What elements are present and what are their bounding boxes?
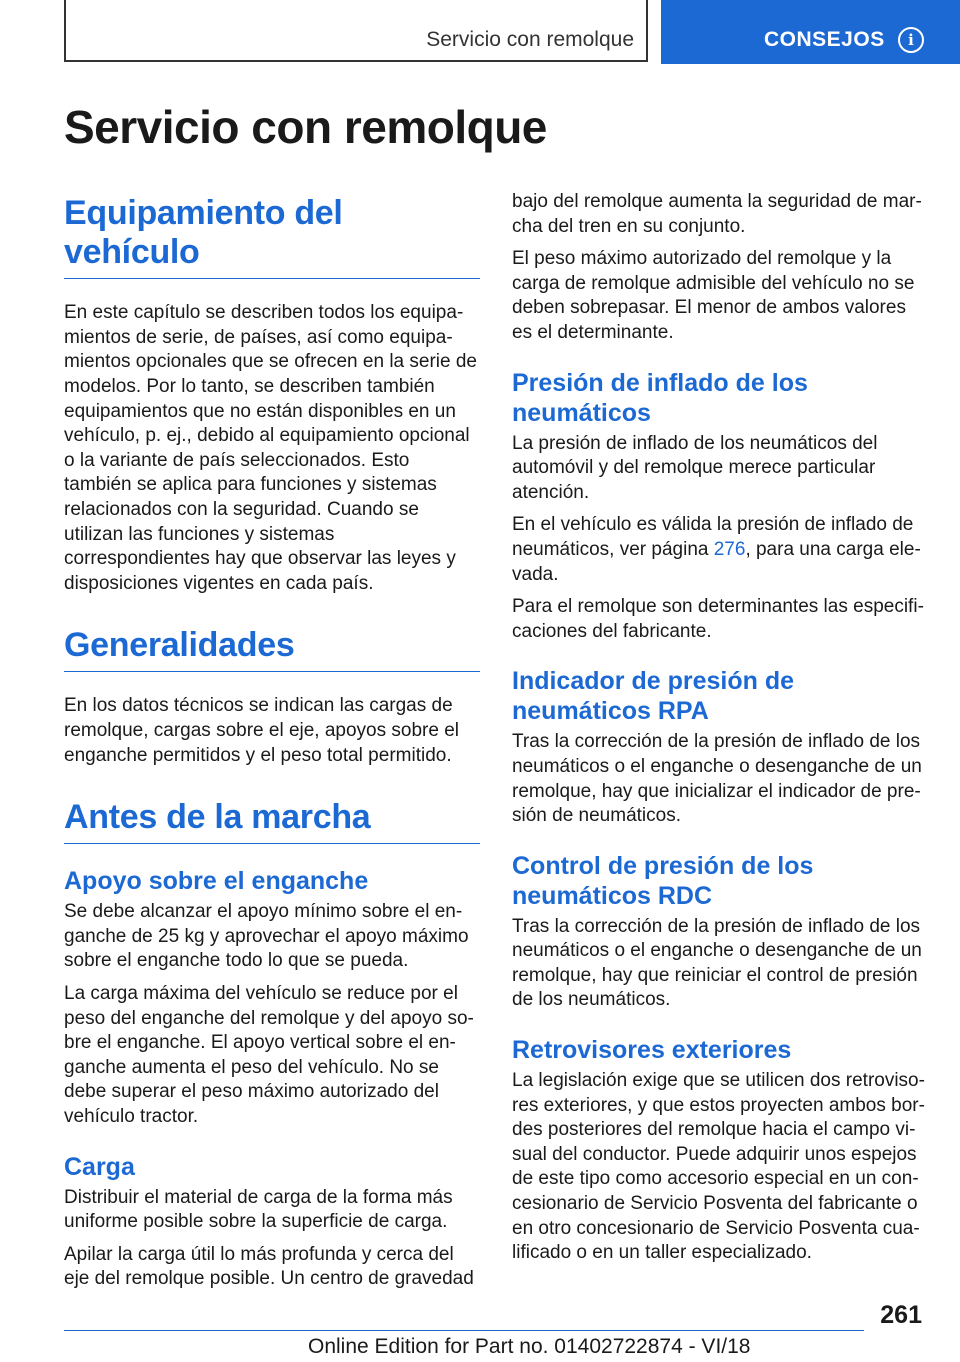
paragraph-presion-2 — [512, 513, 926, 587]
heading-antes-de-la-marcha: Antes de la marcha — [64, 798, 480, 844]
paragraph-continuation-2: El peso máximo autorizado del remolque y la carga de remolque admisible del vehículo no se deben sobrepasar. El menor de ambos valores es el determinante. — [512, 248, 915, 343]
header-section-title: Servicio con remolque — [426, 28, 634, 51]
footer-divider — [64, 1330, 864, 1331]
left-column — [64, 178, 480, 1300]
paragraph-rpa: Tras la corrección de la presión de inflado de los neumáticos o el enganche o desenganche de un remolque, hay que inicializar el indicador de presión de neumáticos. — [512, 731, 922, 827]
paragraph-presion-2-text-a: En el vehículo es válida la presión de inflado de neumáticos, ver página — [512, 514, 914, 560]
paragraph-carga-1: Distribuir el material de carga de la forma más uniforme posible sobre la superficie de carga. — [64, 1186, 453, 1233]
paragraph-presion-2-text-b: , para una carga elevada. — [512, 538, 921, 585]
paragraph-carga-2: Apilar la carga útil lo más profunda y cerca del eje del remolque posible. Un centro de gravedad — [64, 1243, 474, 1290]
paragraph-rdc: Tras la corrección de la presión de inflado de los neumáticos o el enganche o desenganche de un remolque, hay que reiniciar el control de presión de los neumáticos. — [512, 915, 922, 1011]
subheading-carga: Carga — [64, 1152, 135, 1181]
page-276-link[interactable]: 276 — [713, 538, 746, 560]
heading-equipamiento: Equipamiento del vehículo — [64, 194, 480, 279]
subheading-rdc: Control de presión de los neumáticos RDC — [512, 851, 814, 910]
page-title: Servicio con remolque — [64, 101, 547, 153]
paragraph-presion-1: La presión de inflado de los neumáticos del automóvil y del remolque merece particular atención. — [512, 432, 878, 503]
header-tab-label: CONSEJOS — [764, 28, 885, 51]
header-section-box — [64, 0, 648, 62]
subheading-rpa: Indicador de presión de neumáticos RPA — [512, 667, 794, 726]
info-icon[interactable]: i — [898, 27, 924, 53]
subheading-apoyo: Apoyo sobre el enganche — [64, 867, 369, 896]
subheading-retrovisores: Retrovisores exteriores — [512, 1036, 792, 1065]
paragraph-apoyo-1: Se debe alcanzar el apoyo mínimo sobre el enganche de 25 kg y aprovechar el apoyo máximo sobre el enganche todo lo que se pueda. — [64, 901, 469, 972]
heading-generalidades: Generalidades — [64, 626, 480, 672]
subheading-presion-inflado: Presión de inflado de los neumáticos — [512, 368, 808, 427]
paragraph-continuation-1: bajo del remolque aumenta la seguridad de marcha del tren en su conjunto. — [512, 191, 922, 237]
footer-edition: Online Edition for Part no. 01402722874 - VI/18 — [308, 1335, 751, 1358]
paragraph-equipamiento: En este capítulo se describen todos los equipamientos de serie, de países, así como equipamientos opcionales que se ofrecen en la serie de modelos. Por lo tanto, se describen también equipamientos que no están disponibles en un vehículo, p. ej., debido al equipamiento opcional o la variante de país seleccionados. Esto también se aplica para funciones y sistemas relacionados con la seguridad. Cuando se utilizan las funciones y sistemas correspondientes hay que observar las leyes y disposiciones vigentes en cada país. — [64, 302, 477, 594]
paragraph-apoyo-2: La carga máxima del vehículo se reduce por el peso del enganche del remolque y del apoyo sobre el enganche. El apoyo vertical sobre el enganche aumenta el peso del vehículo. No se debe superar el peso máximo autorizado del vehículo tractor. — [64, 983, 474, 1128]
right-column — [512, 190, 926, 1274]
paragraph-generalidades: En los datos técnicos se indican las cargas de remolque, cargas sobre el eje, apoyos sobre el enganche permitidos y el peso total permitido. — [64, 695, 460, 766]
paragraph-presion-3: Para el remolque son determinantes las especificaciones del fabricante. — [512, 596, 924, 642]
paragraph-retrovisores: La legislación exige que se utilicen dos retrovisores exteriores, y que estos proyecten ambos bordes posteriores del remolque hacia el campo visual del conductor. Puede adquirir unos espejos de este tipo como accesorio especial en un concesionario de Servicio Posventa del fabricante o en otro concesionario de Servicio Posventa cualificado o en un taller especializado. — [512, 1070, 925, 1264]
page-number: 261 — [880, 1301, 922, 1329]
header-tab-consejos[interactable] — [661, 0, 960, 64]
